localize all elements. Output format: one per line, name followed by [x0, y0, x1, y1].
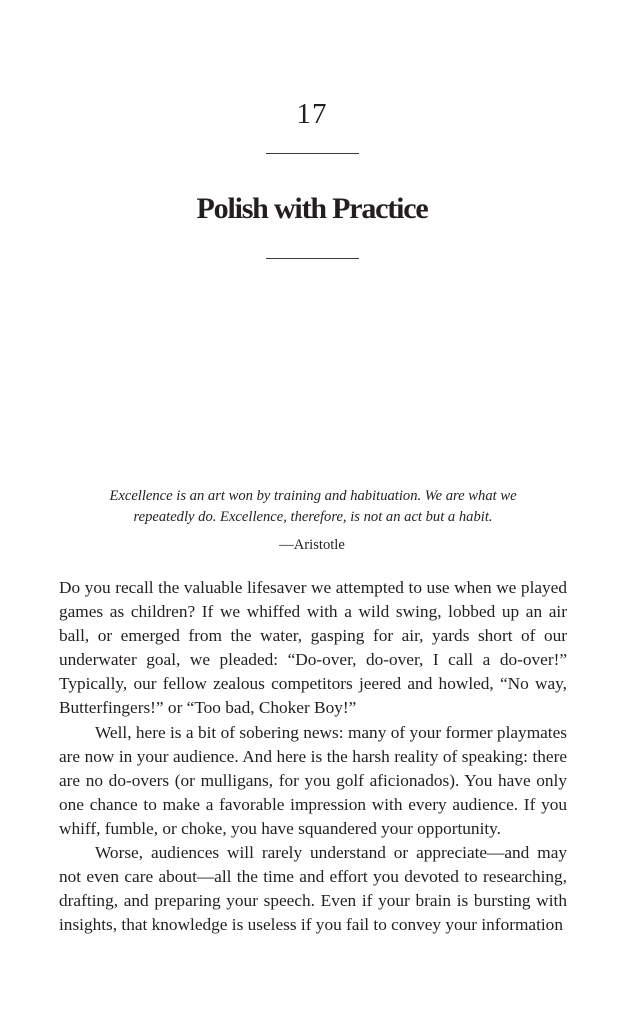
body-text: [59, 576, 567, 937]
epigraph-attribution: —Aristotle: [279, 537, 345, 553]
top-divider: [266, 153, 359, 154]
chapter-title: Polish with Practice: [196, 192, 428, 225]
bottom-divider: [266, 258, 359, 259]
paragraph: Worse, audiences will rarely understand or appreciate—and may not even care about—all the time and effort you devoted to researching, drafting, and preparing your speech. Even if your brain is bursting with insights, that knowledge is useless if you fail to convey your information: [59, 843, 567, 935]
chapter-number: 17: [296, 98, 328, 130]
epigraph-quote: Excellence is an art won by training and habituation. We are what we repeatedly do. Excellence, therefore, is not an act but a habit.: [109, 488, 517, 525]
paragraph: Well, here is a bit of sobering news: many of your former playmates are now in your audience. And here is the harsh reality of speaking: there are no do-overs (or mulligans, for you golf aficionados). You have only one chance to make a favorable impression with every audience. If you whiff, fumble, or choke, you have squandered your opportunity.: [59, 722, 567, 838]
paragraph: Do you recall the valuable lifesaver we attempted to use when we played games as children? If we whiffed with a wild swing, lobbed up an air ball, or emerged from the water, gasping for air, yards short of our underwater goal, we pleaded: “Do-over, do-over, I call a do-over!” Typically, our fellow zealous competitors jeered and howled, “No way, Butterfingers!” or “Too bad, Choker Boy!”: [59, 578, 567, 718]
